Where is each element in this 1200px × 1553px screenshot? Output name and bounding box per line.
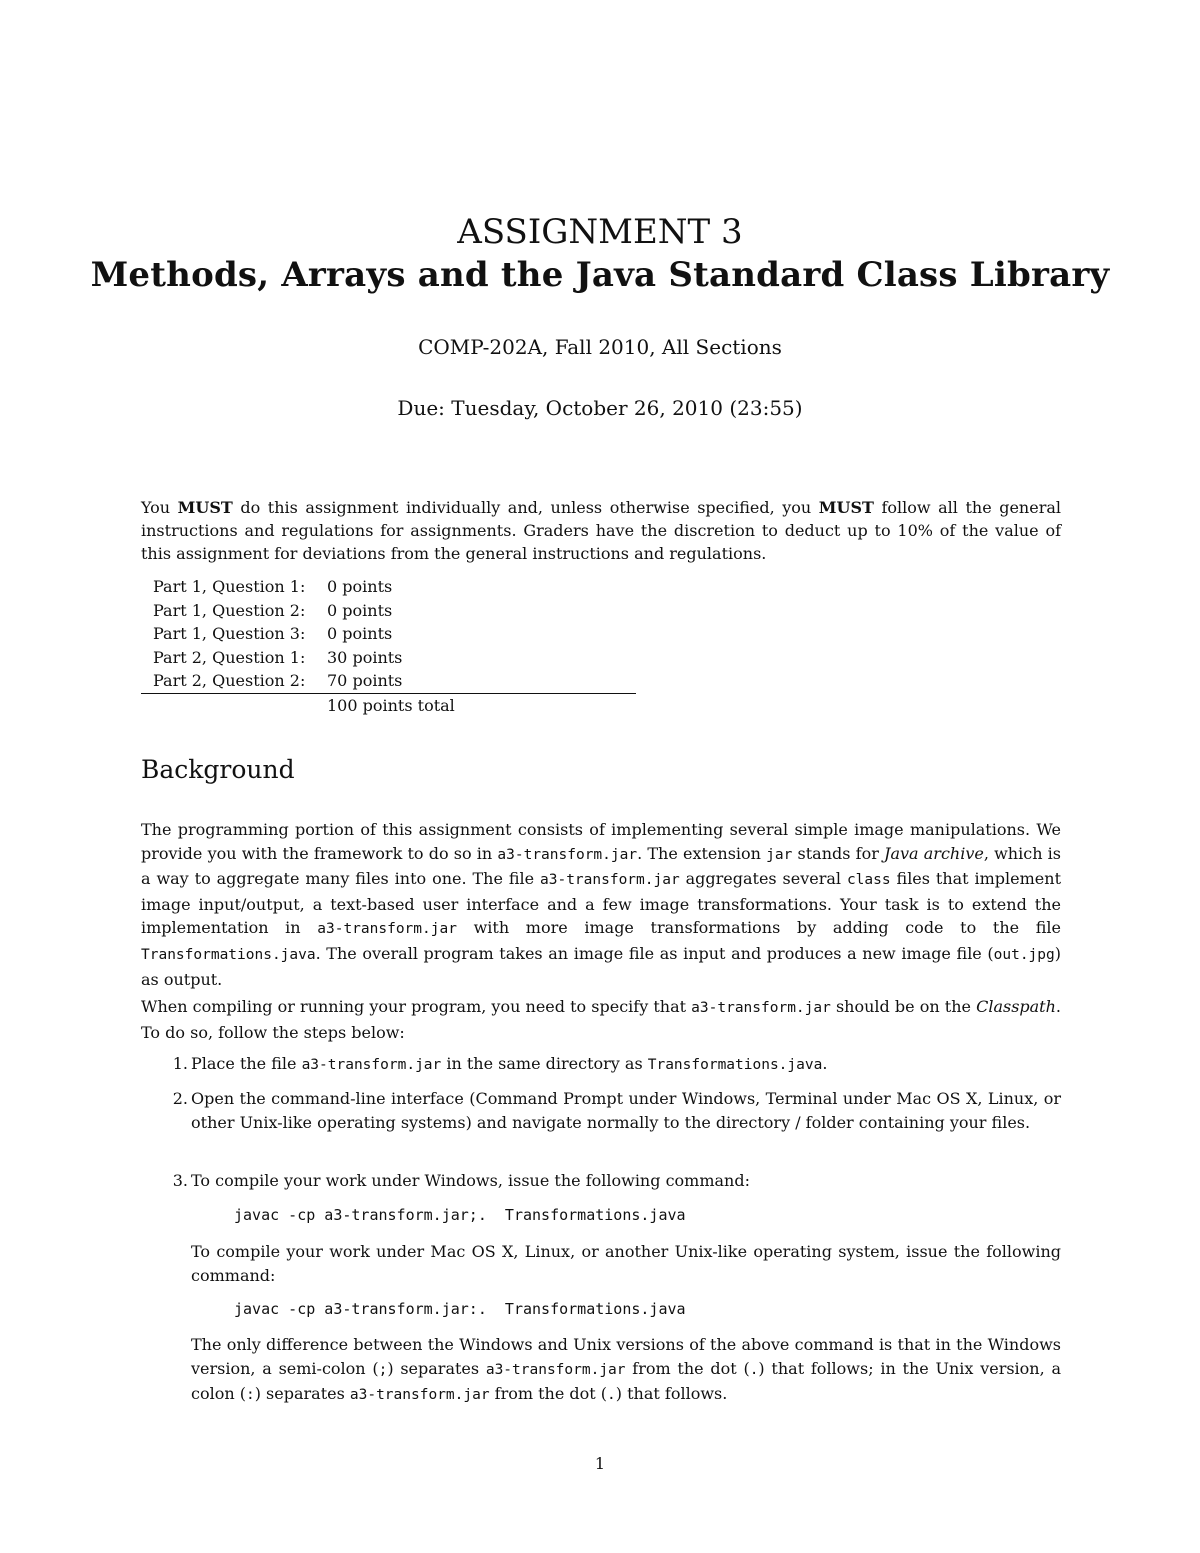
step-text: Place the file: [191, 1054, 302, 1073]
java-archive-term: Java archive: [884, 843, 984, 863]
must-emphasis: MUST: [818, 498, 874, 517]
question-label: Part 1, Question 3:: [153, 624, 306, 643]
step-text: in the same directory as: [441, 1054, 648, 1073]
code-transformations-file: Transformations.java: [141, 946, 316, 963]
paragraph-text: . To do so, follow the steps below:: [141, 997, 1062, 1042]
assignment-title: ASSIGNMENT 3: [457, 212, 743, 252]
step-text: ) separates: [387, 1358, 486, 1378]
question-points: 0 points: [327, 624, 393, 643]
code-jar-name: a3-transform.jar: [317, 921, 457, 938]
step-text: ) that follows; in the Unix version, a colon (: [191, 1358, 1061, 1404]
question-points: 0 points: [327, 600, 393, 620]
question-label: Part 1, Question 1:: [153, 577, 306, 596]
step-body: [191, 1052, 1061, 1078]
step-text: To compile your work under Windows, issue the following command:: [191, 1171, 750, 1190]
assignment-subtitle: Methods, Arrays and the Java Standard Class Library: [90, 255, 1110, 295]
code-dot: .: [607, 1387, 616, 1404]
code-output-file: out.jpg: [993, 946, 1055, 963]
step-text: .: [822, 1054, 828, 1073]
code-jar-name: a3-transform.jar: [485, 1361, 626, 1378]
paragraph-text: with more image transformations by adding code to the file: [456, 918, 1062, 938]
question-label: Part 2, Question 2:: [153, 671, 306, 690]
windows-compile-command: javac -cp a3-transform.jar;. Transformations.java: [234, 1206, 686, 1224]
paragraph-text: , which is a way to aggregate many files into one. The file: [141, 843, 1062, 889]
question-label: Part 1, Question 2:: [153, 600, 306, 620]
intro-paragraph: [141, 496, 1061, 565]
code-colon: :: [245, 1387, 255, 1404]
points-row: [141, 646, 636, 670]
points-row: [141, 599, 636, 623]
intro-text: do this assignment individually and, unless otherwise specified, you: [232, 498, 819, 517]
code-jar-name: a3-transform.jar: [301, 1057, 442, 1073]
step-text: ) separates: [254, 1384, 350, 1404]
step-body: Open the command-line interface (Command Prompt under Windows, Terminal under Mac OS X, Linux, or other Unix-like operating systems) and navigate normally to the directory / folder containing your files.: [191, 1089, 1061, 1132]
intro-text: follow all the general instructions and regulations for assignments. Graders have the discretion to deduct up to 10% of the value of this assignment for deviations from the general instructions and regulations.: [141, 498, 1061, 563]
points-row: [141, 622, 636, 646]
paragraph-text: should be on the: [830, 997, 977, 1016]
step-text: ) that follows.: [615, 1384, 728, 1404]
code-jar-name: a3-transform.jar: [540, 872, 680, 889]
due-date: Due: Tuesday, October 26, 2010 (23:55): [397, 396, 803, 420]
code-class-word: class: [846, 872, 891, 889]
step-text: from the dot (: [625, 1358, 750, 1378]
paragraph-text: ) as output.: [141, 943, 1061, 989]
code-transformations-file: Transformations.java: [647, 1057, 823, 1073]
code-semicolon: ;: [378, 1361, 388, 1378]
paragraph-text: aggregates several: [679, 869, 847, 889]
paragraph-text: The programming portion of this assignment consists of implementing several simple image manipulations. We provide you with the framework to do so in: [141, 820, 1061, 863]
points-row: [141, 669, 636, 693]
code-jar-ext: jar: [766, 846, 793, 863]
page-number: 1: [594, 1454, 606, 1473]
course-info: COMP-202A, Fall 2010, All Sections: [418, 335, 782, 359]
background-paragraph-1: [141, 818, 1061, 991]
question-label: Part 2, Question 1:: [153, 647, 306, 667]
step-number: 2.: [172, 1089, 188, 1108]
question-points: 0 points: [327, 577, 393, 596]
paragraph-text: files that implement image input/output, a text-based user interface and a few image transformations. Your task is to extend the implementation in: [141, 869, 1062, 938]
section-heading-background: Background: [141, 755, 295, 784]
question-points: 30 points: [327, 647, 403, 667]
intro-text: You: [141, 498, 178, 517]
step-text: To compile your work under Mac OS X, Linux, or another Unix-like operating system, issue the following command:: [191, 1242, 1061, 1285]
paragraph-text: . The overall program takes an image file as input and produces a new image file (: [315, 943, 994, 963]
points-row: [141, 575, 636, 599]
step-body: [191, 1169, 1061, 1429]
code-dot: .: [749, 1361, 759, 1378]
paragraph-text: When compiling or running your program, you need to specify that: [141, 997, 692, 1016]
background-paragraph-2: [141, 995, 1061, 1044]
step-text: from the dot (: [489, 1384, 608, 1404]
question-points: 70 points: [327, 671, 403, 690]
code-jar-name: a3-transform.jar: [497, 846, 638, 863]
code-jar-name: a3-transform.jar: [691, 1000, 831, 1016]
classpath-term: Classpath: [976, 997, 1056, 1016]
must-emphasis: MUST: [177, 498, 233, 517]
unix-compile-command: javac -cp a3-transform.jar:. Transformations.java: [234, 1300, 686, 1318]
points-total: 100 points total: [327, 695, 455, 715]
points-table: [141, 575, 636, 717]
points-total-row: [141, 694, 636, 718]
total-spacer: [141, 694, 327, 718]
step-text: The only difference between the Windows and Unix versions of the above command is that in the Windows version, a semi-colon (: [191, 1335, 1061, 1378]
code-jar-name: a3-transform.jar: [349, 1387, 490, 1404]
step-number: 1.: [172, 1054, 188, 1073]
paragraph-text: . The extension: [637, 843, 767, 863]
step-difference-note: [191, 1333, 1061, 1408]
step-number: 3.: [172, 1171, 188, 1190]
paragraph-text: stands for: [792, 843, 885, 863]
